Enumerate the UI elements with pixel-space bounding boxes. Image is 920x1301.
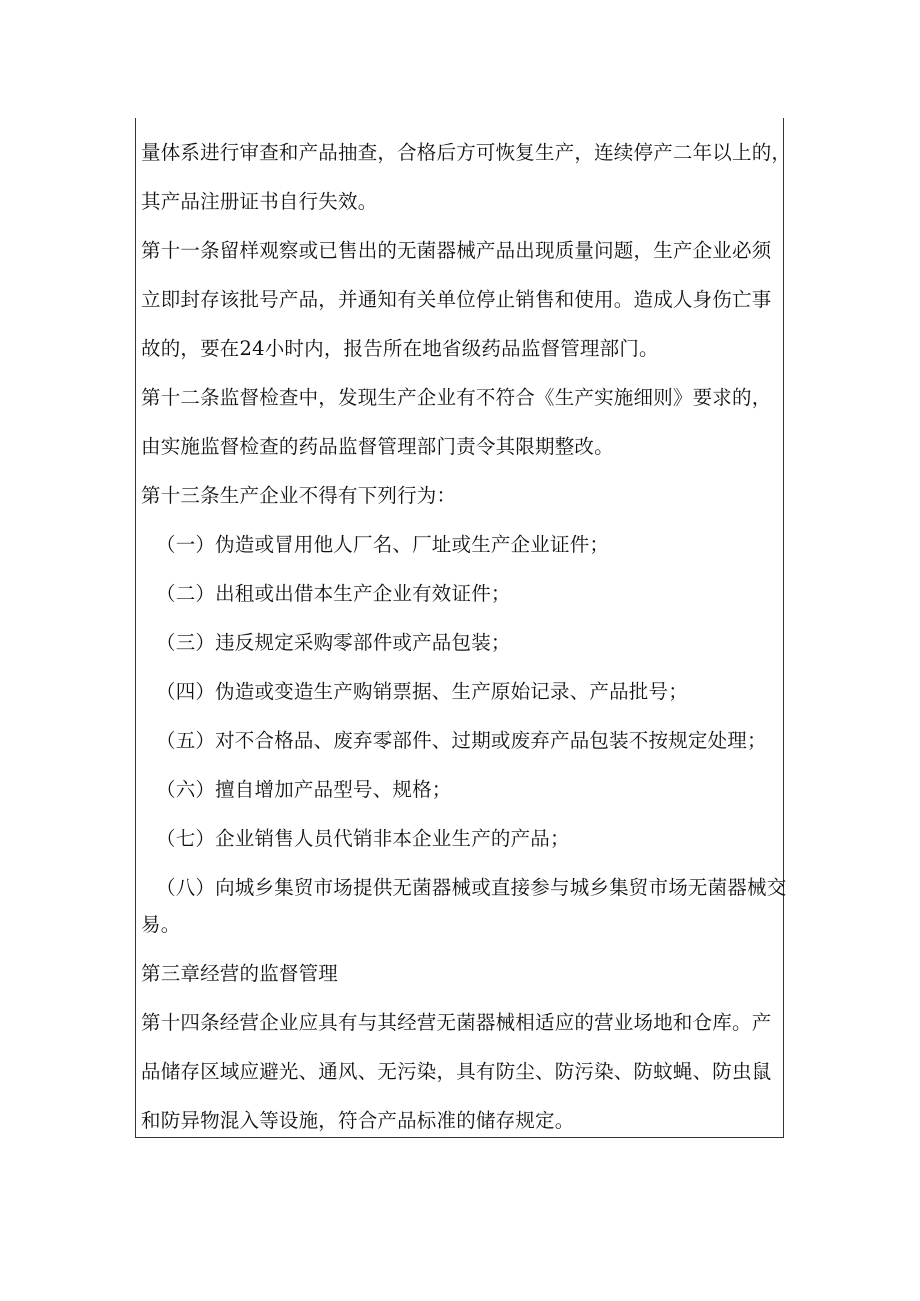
document-frame xyxy=(135,118,792,1138)
list-item: （四）伪造或变造生产购销票据、生产原始记录、产品批号； xyxy=(156,680,688,703)
article-13-line: 第十三条生产企业不得有下列行为： xyxy=(141,484,457,507)
text-line: 由实施监督检查的药品监督管理部门责令其限期整改。 xyxy=(141,435,614,458)
list-item: （八）向城乡集贸市场提供无菌器械或直接参与城乡集贸市场无菌器械交 xyxy=(156,876,787,899)
list-item: （六）擅自增加产品型号、规格； xyxy=(156,778,452,801)
article-11-line: 第十一条留样观察或已售出的无菌器械产品出现质量问题，生产企业必须 xyxy=(141,239,772,262)
text-line: 其产品注册证书自行失效。 xyxy=(141,190,378,213)
article-12-line: 第十二条监督检查中，发现生产企业有不符合《生产实施细则》要求的， xyxy=(141,386,772,409)
article-14-line: 第十四条经营企业应具有与其经营无菌器械相适应的营业场地和仓库。产 xyxy=(141,1011,772,1034)
text-line: 故的，要在24小时内，报告所在地省级药品监督管理部门。 xyxy=(141,337,659,360)
text-line: 易。 xyxy=(141,913,181,936)
list-item: （五）对不合格品、废弃零部件、过期或废弃产品包装不按规定处理； xyxy=(156,729,767,752)
list-item: （一）伪造或冒用他人厂名、厂址或生产企业证件； xyxy=(156,533,610,556)
list-item: （七）企业销售人员代销非本企业生产的产品； xyxy=(156,827,570,850)
list-item: （二）出租或出借本生产企业有效证件； xyxy=(156,582,511,605)
text-line: 品储存区域应避光、通风、无污染，具有防尘、防污染、防蚊蝇、防虫鼠 xyxy=(141,1060,772,1083)
text-line: 量体系进行审查和产品抽查，合格后方可恢复生产，连续停产二年以上的， xyxy=(141,141,792,164)
chapter-heading: 第三章经营的监督管理 xyxy=(141,962,339,985)
text-line: 和防异物混入等设施，符合产品标准的储存规定。 xyxy=(141,1109,575,1132)
text-line: 立即封存该批号产品，并通知有关单位停止销售和使用。造成人身伤亡事 xyxy=(141,288,772,311)
list-item: （三）违反规定采购零部件或产品包装； xyxy=(156,631,511,654)
